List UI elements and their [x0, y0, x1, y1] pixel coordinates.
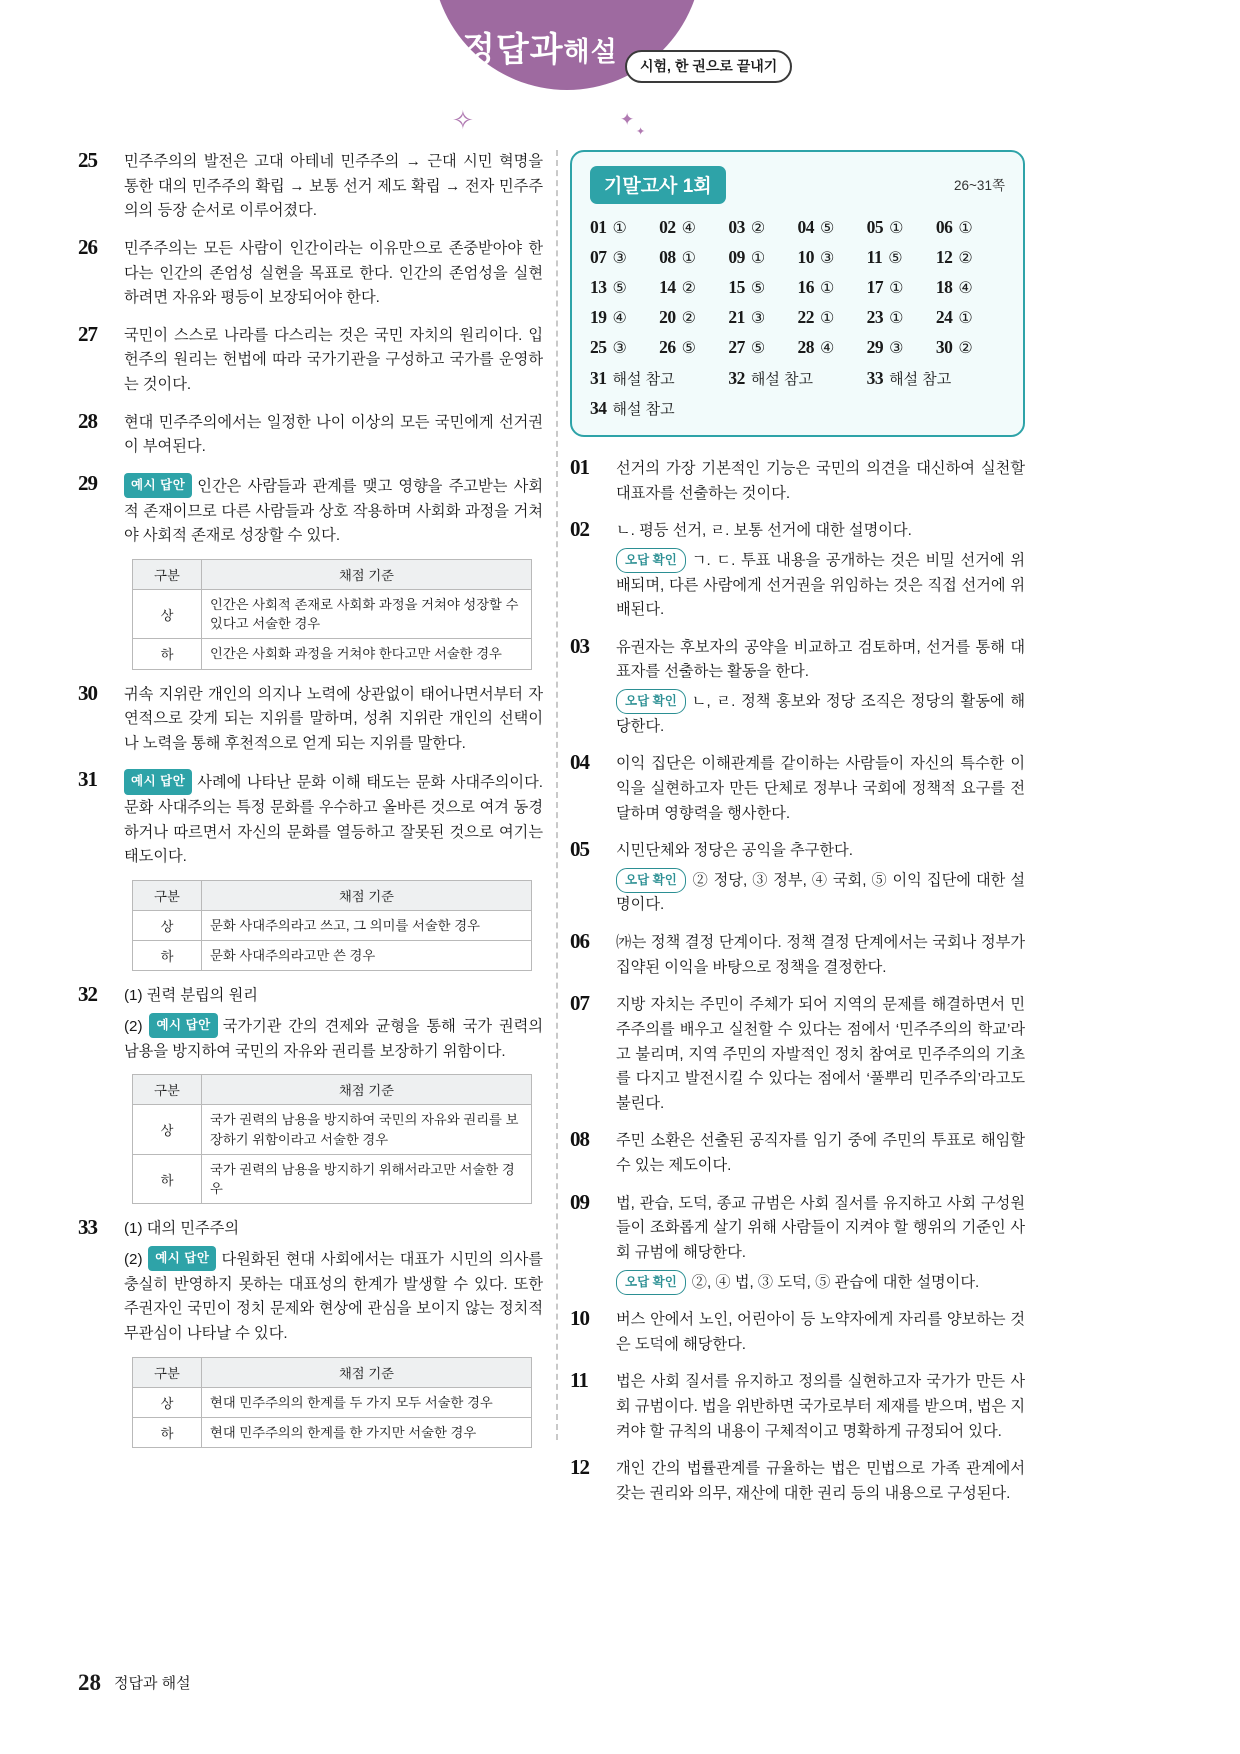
- answer-number: 12: [935, 247, 953, 267]
- column-divider: [556, 150, 558, 1440]
- answer-value: ⑤: [750, 280, 766, 297]
- item-number: 31: [78, 767, 97, 792]
- item-number: 01: [570, 455, 589, 479]
- answer-number: 17: [866, 277, 884, 297]
- explanation-item: [78, 321, 543, 398]
- rubric-desc: 인간은 사회화 과정을 거쳐야 한다고만 서술한 경우: [202, 639, 532, 669]
- answer-value: ①: [889, 280, 904, 297]
- item-number: 03: [570, 633, 589, 658]
- rubric-grade: 하: [133, 639, 202, 669]
- left-column: [78, 150, 543, 1461]
- answer-cell: [867, 368, 1005, 389]
- wrong-check-tag: 오답 확인: [616, 1270, 686, 1295]
- answer-cell: [590, 398, 728, 419]
- explanation-item: [78, 984, 543, 1204]
- page-header: [0, 0, 1240, 138]
- item-subanswer-1: (1) 대의 민주주의: [124, 1220, 240, 1238]
- answer-value: ③: [612, 340, 627, 357]
- wrong-check-text: ② 정당, ③ 정부, ④ 국회, ⑤ 이익 집단에 대한 설명이다.: [616, 871, 1025, 914]
- sample-answer-tag: 예시 답안: [149, 1013, 217, 1038]
- item-number: 27: [78, 321, 97, 346]
- rubric-desc: 문화 사대주의라고 쓰고, 그 의미를 서술한 경우: [202, 910, 532, 940]
- answer-value: 해설 참고: [889, 371, 952, 388]
- answer-value: ①: [750, 250, 766, 267]
- explanation-item: [570, 633, 1025, 740]
- page-footer: [78, 1670, 191, 1696]
- answer-value: 해설 참고: [612, 371, 675, 388]
- answer-cell: [867, 337, 936, 358]
- rubric-header-cell: 채점 기준: [202, 1075, 532, 1105]
- answer-value: ①: [612, 220, 627, 237]
- rubric-header-cell: 채점 기준: [202, 559, 532, 589]
- rubric-grade: 상: [133, 910, 202, 940]
- answer-cell: [659, 277, 728, 298]
- answer-cell: [659, 337, 728, 358]
- right-column: [570, 150, 1025, 1520]
- answer-cell: [936, 307, 1005, 328]
- item-text: 주민 소환은 선출된 공직자를 임기 중에 주민의 투표로 해임할 수 있는 제도이다.: [616, 1132, 1025, 1174]
- item-number: 28: [78, 408, 97, 433]
- answer-value: ③: [889, 340, 904, 357]
- explanation-item: [78, 234, 543, 311]
- answer-cell: [797, 217, 866, 238]
- answer-number: 23: [866, 307, 884, 327]
- item-text: 귀속 지위란 개인의 의지나 노력에 상관없이 태어나면서부터 자연적으로 갖게 되는 지위를 말하며, 성취 지위란 개인의 선택이나 노력을 통해 후천적으로 얻게 되는 지위를 말한다.: [124, 685, 543, 752]
- wrong-check-text: ㄱ. ㄷ. 투표 내용을 공개하는 것은 비밀 선거에 위배되며, 다른 사람에게 선거권을 위임하는 것은 직접 선거에 위배된다.: [616, 551, 1025, 619]
- table-row: [133, 589, 532, 639]
- answer-value: ②: [750, 220, 766, 237]
- item-number: 04: [570, 750, 589, 775]
- page-title-sub: 해설: [563, 37, 618, 67]
- rubric-header-cell: 구분: [133, 880, 202, 910]
- answer-number: 22: [797, 307, 814, 327]
- header-badge: 시험, 한 권으로 끝내기: [625, 50, 792, 83]
- answer-number: 07: [590, 247, 607, 267]
- sample-answer-tag: 예시 답안: [124, 769, 192, 794]
- rubric-header-cell: 구분: [133, 559, 202, 589]
- explanation-item: [570, 752, 1025, 826]
- item-text: 인간은 사람들과 관계를 맺고 영향을 주고받는 사회적 존재이므로 다른 사람들과 상호 작용하며 사회화 과정을 거쳐야 사회적 존재로 성장할 수 있다.: [124, 477, 543, 545]
- item-number: 12: [570, 1455, 589, 1480]
- answer-number: 11: [866, 247, 883, 267]
- page-title-main: 정답과: [462, 32, 564, 69]
- item-number: 33: [78, 1215, 97, 1240]
- answer-cell: [590, 337, 659, 358]
- answer-value: ⑤: [888, 250, 903, 267]
- answer-value: ①: [958, 310, 973, 327]
- item-text: 현대 민주주의에서는 일정한 나이 이상의 모든 국민에게 선거권이 부여된다.: [124, 413, 543, 456]
- answer-number: 19: [590, 307, 607, 327]
- answer-cell: [590, 217, 659, 238]
- answer-cell: [936, 217, 1005, 238]
- answer-number: 02: [659, 217, 676, 237]
- rubric-grade: 상: [133, 1387, 202, 1417]
- answer-value: ②: [681, 310, 696, 327]
- answer-cell: [936, 337, 1005, 358]
- answer-value: 해설 참고: [750, 371, 813, 388]
- item-text: 법, 관습, 도덕, 종교 규범은 사회 질서를 유지하고 사회 구성원들이 조화롭게 살기 위해 사람들이 지켜야 할 행위의 기준인 사회 규범에 해당한다.: [616, 1194, 1025, 1261]
- wrong-check-tag: 오답 확인: [616, 548, 686, 573]
- answer-cell: [590, 307, 659, 328]
- item-number: 02: [570, 517, 589, 542]
- rubric-desc: 국가 권력의 남용을 방지하기 위해서라고만 서술한 경우: [202, 1154, 532, 1204]
- item-number: 11: [570, 1368, 588, 1393]
- sparkle-icon: ✦: [636, 126, 646, 138]
- explanation-item: [78, 769, 543, 971]
- answer-cell: [728, 247, 797, 268]
- item-number: 30: [78, 680, 97, 705]
- explanation-item: [570, 1308, 1025, 1357]
- item-text: ㄴ. 평등 선거, ㄹ. 보통 선거에 대한 설명이다.: [616, 522, 912, 540]
- answer-value: ④: [819, 340, 835, 357]
- item-number: 07: [570, 991, 589, 1016]
- answer-value: ⑤: [750, 340, 766, 357]
- rubric-grade: 하: [133, 941, 202, 971]
- answer-number: 13: [590, 277, 607, 297]
- page-number: 28: [78, 1670, 101, 1695]
- explanation-item: [78, 1217, 543, 1448]
- rubric-desc: 현대 민주주의의 한계를 한 가지만 서술한 경우: [202, 1417, 532, 1447]
- answer-number: 01: [590, 217, 607, 237]
- rubric-desc: 문화 사대주의라고만 쓴 경우: [202, 941, 532, 971]
- answer-cell: [728, 337, 797, 358]
- rubric-grade: 상: [133, 589, 202, 639]
- item-text: 선거의 가장 기본적인 기능은 국민의 의견을 대신하여 실천할 대표자를 선출하는 것이다.: [616, 460, 1025, 502]
- answer-cell: [590, 368, 728, 389]
- item-text: 다원화된 현대 사회에서는 대표가 시민의 의사를 충실히 반영하지 못하는 대표성의 한계가 발생할 수 있다. 또한 주권자인 국민이 정치 문제와 현상에 관심을 보이지 않는 정치적 무관심이 나타날 수 있다.: [124, 1251, 543, 1342]
- explanation-item: [570, 1129, 1025, 1178]
- answer-cell: [867, 307, 936, 328]
- sample-answer-tag: 예시 답안: [148, 1246, 216, 1271]
- wrong-check-tag: 오답 확인: [616, 868, 686, 893]
- item-text: 국민이 스스로 나라를 다스리는 것은 국민 자치의 원리이다. 입헌주의 원리는 헌법에 따라 국가기관을 구성하고 국가를 운영하는 것이다.: [124, 326, 543, 393]
- answer-value: ①: [819, 280, 835, 297]
- answer-value: ①: [889, 220, 904, 237]
- answer-cell: [936, 247, 1005, 268]
- item-text: 시민단체와 정당은 공익을 추구한다.: [616, 842, 853, 860]
- sample-answer-tag: 예시 답안: [124, 473, 192, 498]
- explanation-item: [570, 839, 1025, 918]
- item-text: 개인 간의 법률관계를 규율하는 법은 민법으로 가족 관계에서 갖는 권리와 의무, 재산에 대한 권리 등의 내용으로 구성된다.: [616, 1460, 1025, 1502]
- answer-cell: [936, 277, 1005, 298]
- answer-key-grid: [590, 217, 1005, 358]
- answer-value: ④: [681, 220, 696, 237]
- item-text: 이익 집단은 이해관계를 같이하는 사람들이 자신의 특수한 이익을 실현하고자 만든 단체로 정부나 국회에 정책적 요구를 전달하며 영향력을 행사한다.: [616, 755, 1025, 822]
- answer-value: ⑤: [819, 220, 835, 237]
- answer-number: 16: [797, 277, 814, 297]
- answer-number: 05: [866, 217, 884, 237]
- answer-number: 03: [728, 217, 745, 237]
- sparkle-icon: ✦: [620, 110, 635, 129]
- answer-cell: [867, 217, 936, 238]
- item-number: 05: [570, 837, 589, 862]
- answer-value: ⑤: [681, 340, 696, 357]
- answer-number: 20: [659, 307, 676, 327]
- table-row: [133, 910, 532, 940]
- item-text: 민주주의의 발전은 고대 아테네 민주주의 → 근대 시민 혁명을 통한 대의 민주주의 확립 → 보통 선거 제도 확립 → 전자 민주주의의 등장 순서로 이루어졌다.: [124, 153, 543, 220]
- item-number: 10: [570, 1306, 589, 1331]
- answer-cell: [797, 307, 866, 328]
- explanation-item: [78, 150, 543, 224]
- wrong-check-text: ㄴ, ㄹ. 정책 홍보와 정당 조직은 정당의 활동에 해당한다.: [616, 693, 1025, 735]
- rubric-table: [132, 880, 532, 972]
- answer-number: 04: [797, 217, 814, 237]
- item-number: 06: [570, 929, 589, 953]
- table-row: [133, 639, 532, 669]
- rubric-grade: 하: [133, 1154, 202, 1204]
- wrong-check-tag: 오답 확인: [616, 689, 686, 714]
- answer-value: ①: [819, 310, 835, 327]
- answer-number: 18: [935, 277, 953, 297]
- answer-value: ①: [958, 220, 973, 237]
- answer-number: 21: [728, 307, 745, 327]
- answer-number: 29: [866, 337, 884, 357]
- explanation-item: [78, 470, 543, 670]
- item-text: 사례에 나타난 문화 이해 태도는 문화 사대주의이다. 문화 사대주의는 특정 문화를 우수하고 올바른 것으로 여겨 동경하거나 따르면서 자신의 문화를 열등하고 잘못된 것으로 여기는 태도이다.: [124, 774, 543, 866]
- item-text: 법은 사회 질서를 유지하고 정의를 실현하고자 국가가 만든 사회 규범이다. 법을 위반하면 국가로부터 제재를 받으며, 법은 지켜야 할 규칙의 내용이 구체적이고 명확하게 규정되어 있다.: [616, 1373, 1025, 1440]
- item-text: 지방 자치는 주민이 주체가 되어 지역의 문제를 해결하면서 민주주의를 배우고 실천할 수 있다는 점에서 ‘민주주의의 학교’라고 불리며, 지역 주민의 자발적인 정치 참여로 민주주의의 기초를 다지고 발전시킬 수 있다는 점에서 ‘풀뿌리 민주주의’라고도 불린다.: [616, 996, 1025, 1112]
- answer-cell: [659, 217, 728, 238]
- table-row: [133, 1387, 532, 1417]
- item-subanswer-1: (1) 권력 분립의 원리: [124, 987, 258, 1005]
- answer-cell: [659, 247, 728, 268]
- explanation-item: [570, 519, 1025, 623]
- answer-number: 06: [935, 217, 953, 237]
- explanation-item: [570, 1457, 1025, 1506]
- rubric-table: [132, 559, 532, 670]
- answer-number: 26: [659, 337, 676, 357]
- answer-number: 30: [935, 337, 953, 357]
- table-row: [133, 941, 532, 971]
- answer-number: 31: [590, 368, 607, 388]
- table-row: [133, 1105, 532, 1155]
- rubric-table: [132, 1357, 532, 1449]
- answer-number: 25: [590, 337, 607, 357]
- essay-answer-grid: [590, 368, 1005, 419]
- rubric-header-cell: 채점 기준: [202, 880, 532, 910]
- answer-cell: [797, 337, 866, 358]
- answer-cell: [728, 307, 797, 328]
- answer-value: ②: [681, 280, 696, 297]
- answer-number: 08: [659, 247, 676, 267]
- footer-label: 정답과 해설: [114, 1675, 191, 1692]
- rubric-table: [132, 1074, 532, 1204]
- answer-number: 15: [728, 277, 745, 297]
- item-subanswer-prefix: (2): [124, 1018, 143, 1036]
- answer-number: 32: [728, 368, 745, 388]
- wrong-check-text: ②, ④ 법, ③ 도덕, ⑤ 관습에 대한 설명이다.: [691, 1273, 980, 1291]
- rubric-header-cell: 구분: [133, 1075, 202, 1105]
- rubric-header-cell: 구분: [133, 1357, 202, 1387]
- item-text: 국가기관 간의 견제와 균형을 통해 국가 권력의 남용을 방지하여 국민의 자유와 권리를 보장하기 위함이다.: [124, 1018, 543, 1060]
- answer-value: ④: [612, 310, 627, 327]
- item-number: 32: [78, 982, 97, 1007]
- item-number: 25: [78, 148, 97, 172]
- answer-cell: [728, 277, 797, 298]
- item-subanswer-prefix: (2): [124, 1251, 143, 1269]
- answer-number: 09: [728, 247, 745, 267]
- answer-value: ③: [612, 250, 627, 267]
- explanation-item: [570, 457, 1025, 506]
- answer-value: ③: [750, 310, 766, 327]
- explanation-item: [78, 680, 543, 757]
- item-number: 08: [570, 1127, 589, 1152]
- explanation-item: [570, 993, 1025, 1116]
- answer-cell: [728, 217, 797, 238]
- item-text: 버스 안에서 노인, 어린아이 등 노약자에게 자리를 양보하는 것은 도덕에 해당한다.: [616, 1311, 1025, 1353]
- rubric-desc: 현대 민주주의의 한계를 두 가지 모두 서술한 경우: [202, 1387, 532, 1417]
- answer-value: 해설 참고: [612, 401, 675, 418]
- answer-value: ⑤: [612, 280, 627, 297]
- rubric-grade: 상: [133, 1105, 202, 1155]
- explanation-item: [570, 1189, 1025, 1296]
- answer-number: 28: [797, 337, 814, 357]
- answer-value: ③: [819, 250, 835, 267]
- answer-key-pages: 26~31쪽: [954, 178, 1005, 193]
- answer-cell: [797, 277, 866, 298]
- item-number: 09: [570, 1189, 589, 1214]
- answer-number: 14: [659, 277, 676, 297]
- answer-number: 27: [728, 337, 745, 357]
- answer-number: 33: [866, 368, 884, 388]
- answer-value: ①: [681, 250, 696, 267]
- answer-value: ②: [958, 250, 973, 267]
- answer-cell: [867, 247, 936, 268]
- rubric-grade: 하: [133, 1417, 202, 1447]
- answer-cell: [590, 247, 659, 268]
- answer-value: ①: [889, 310, 904, 327]
- answer-number: 10: [797, 247, 814, 267]
- answer-cell: [797, 247, 866, 268]
- answer-cell: [728, 368, 866, 389]
- item-number: 26: [78, 234, 97, 259]
- item-text: 민주주의는 모든 사람이 인간이라는 이유만으로 존중받아야 한다는 인간의 존엄성 실현을 목표로 한다. 인간의 존엄성을 실현하려면 자유와 평등이 보장되어야 한다.: [124, 239, 543, 307]
- answer-value: ④: [958, 280, 973, 297]
- answer-value: ②: [958, 340, 973, 357]
- answer-cell: [867, 277, 936, 298]
- rubric-header-cell: 채점 기준: [202, 1357, 532, 1387]
- rubric-desc: 국가 권력의 남용을 방지하여 국민의 자유와 권리를 보장하기 위함이라고 서술한 경우: [202, 1105, 532, 1155]
- explanation-item: [78, 408, 543, 460]
- answer-key-box: [570, 150, 1025, 437]
- item-text: ㈎는 정책 결정 단계이다. 정책 결정 단계에서는 국회나 정부가 집약된 이익을 바탕으로 정책을 결정한다.: [616, 934, 1025, 976]
- answer-cell: [590, 277, 659, 298]
- answer-number: 34: [590, 398, 607, 418]
- table-row: [133, 1154, 532, 1204]
- explanation-item: [570, 931, 1025, 980]
- explanation-item: [570, 1370, 1025, 1444]
- answer-key-title: 기말고사 1회: [590, 166, 726, 204]
- answer-number: 24: [935, 307, 953, 327]
- answer-cell: [659, 307, 728, 328]
- rubric-desc: 인간은 사회적 존재로 사회화 과정을 거쳐야 성장할 수 있다고 서술한 경우: [202, 589, 532, 639]
- item-text: 유권자는 후보자의 공약을 비교하고 검토하며, 선거를 통해 대표자를 선출하는 활동을 한다.: [616, 638, 1025, 681]
- table-row: [133, 1417, 532, 1447]
- item-number: 29: [78, 470, 97, 495]
- sparkle-icon: ✧: [452, 105, 474, 135]
